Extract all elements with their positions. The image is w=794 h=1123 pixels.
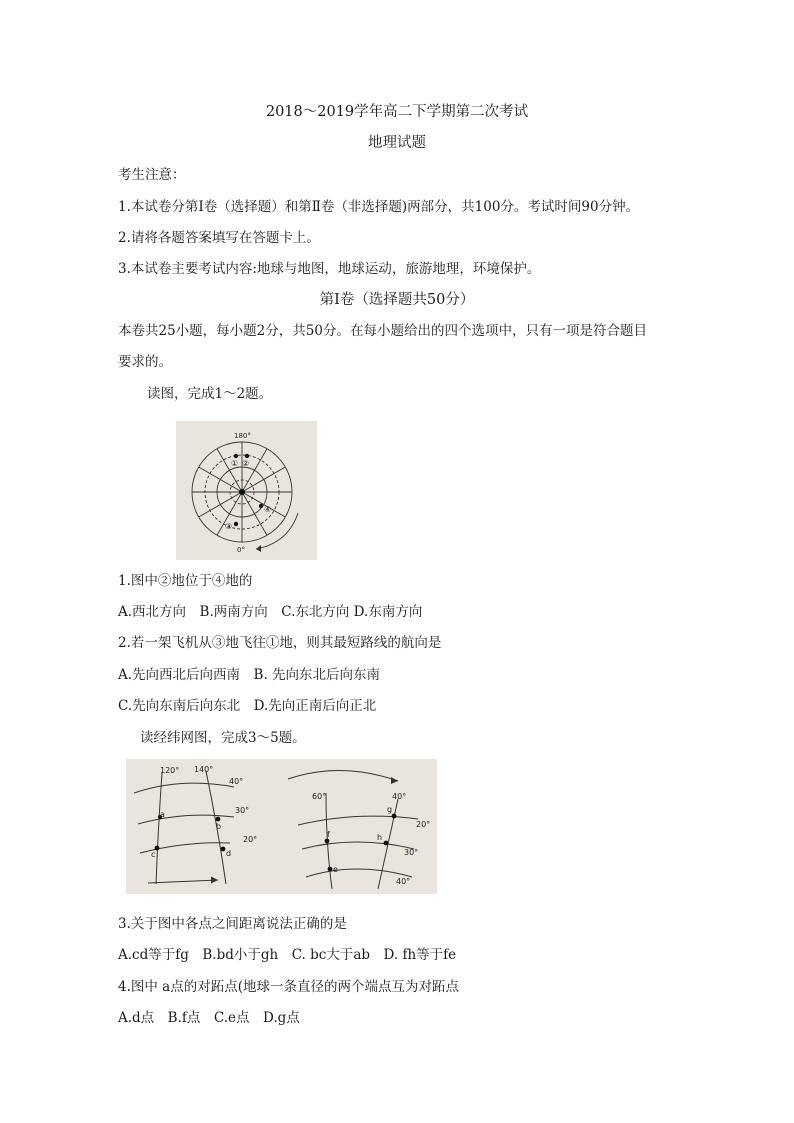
polar-top-label: 180° [234,432,251,440]
q3-options: A.cd等于fg B.bd小于gh C. bc大于ab D. fh等于fe [118,947,457,963]
left-lat-label-20: 20° [243,835,258,844]
point-b-label: b [216,822,222,831]
q2-options-a: A.先向西北后向西南 B. 先向东北后向东南 [118,667,381,683]
point-2-label: ② [242,459,250,468]
exam-title: 2018～2019学年高二下学期第二次考试 [265,104,529,120]
section-intro-line-1: 本卷共25小题，每小题2分，共50分。在每小题给出的四个选项中，只有一项是符合题目 [118,323,647,339]
group1-prompt: 读图，完成1～2题。 [147,386,273,402]
notice-item-3: 3.本试卷主要考试内容:地球与地图，地球运动，旅游地理，环境保护。 [118,261,541,277]
point-f-label: f [327,830,330,839]
right-lat-label-30: 30° [404,848,419,857]
left-lat-label-30: 30° [235,806,250,815]
right-lat-label-40: 40° [396,877,411,886]
left-lon-label-120: 120° [160,766,180,775]
q1-stem: 1.图中②地位于④地的 [118,573,253,589]
q3-stem: 3.关于图中各点之间距离说法正确的是 [118,916,347,932]
graticule-figure [126,759,437,894]
group2-prompt: 读经纬网图，完成3～5题。 [140,730,306,746]
q2-options-b: C.先向东南后向东北 D.先向正南后向正北 [118,698,377,714]
point-h-label: h [377,833,383,842]
notice-item-2: 2.请将各题答案填写在答题卡上。 [118,230,320,246]
polar-map-figure [176,421,317,560]
exam-subtitle: 地理试题 [368,135,426,151]
right-lat-label-20: 20° [416,820,431,829]
q4-stem: 4.图中 a点的对跖点(地球一条直径的两个端点互为对跖点 [118,979,459,995]
right-lon-label-60: 60° [312,792,327,801]
polar-bottom-label: 0° [237,546,245,554]
left-lat-label-40: 40° [229,777,244,786]
q2-stem: 2.若一架飞机从③地飞往①地，则其最短路线的航向是 [118,635,442,651]
q4-options: A.d点 B.f点 C.e点 D.g点 [118,1010,300,1026]
q1-options: A.西北方向 B.两南方向 C.东北方向 D.东南方向 [118,604,423,620]
point-d-label: d [226,849,232,858]
point-3-label: ③ [225,522,233,531]
section-heading: 第Ⅰ卷（选择题共50分） [319,292,475,308]
point-1-label: ① [231,459,239,468]
notice-item-1: 1.本试卷分第Ⅰ卷（选择题）和第Ⅱ卷（非选择题)两部分，共100分。考试时间90分钟。 [118,199,640,215]
point-a-label: a [160,810,165,819]
section-intro-line-2: 要求的。 [118,354,172,370]
point-g-label: g [387,805,393,814]
point-c-label: c [151,850,156,859]
point-e-label: e [333,865,338,874]
left-lon-label-140: 140° [194,765,214,774]
notice-heading: 考生注意： [118,167,186,183]
point-4-label: ④ [264,505,272,514]
right-lon-label-40: 40° [392,792,407,801]
